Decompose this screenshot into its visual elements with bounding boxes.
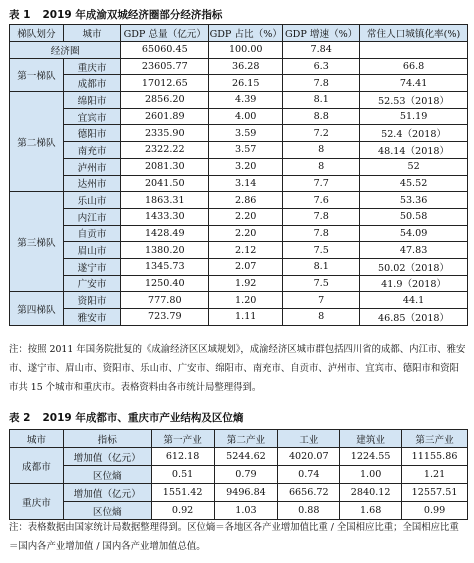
share-cell: 1.11 — [209, 309, 283, 326]
gdp-cell: 2856.20 — [121, 92, 209, 109]
urban-cell: 46.85（2018） — [360, 309, 468, 326]
gdp-cell: 1380.20 — [121, 242, 209, 259]
table2-body — [10, 448, 468, 520]
share-cell: 2.86 — [209, 192, 283, 209]
growth-cell: 8 — [283, 142, 360, 159]
table-row — [10, 158, 468, 175]
table-row — [10, 466, 468, 484]
value-cell: 0.79 — [214, 466, 278, 484]
growth-cell: 7.7 — [283, 175, 360, 192]
value-cell: 0.99 — [402, 502, 468, 520]
growth-cell: 8.1 — [283, 258, 360, 275]
city-cell: 内江市 — [63, 208, 121, 225]
growth-cell: 7.5 — [283, 242, 360, 259]
table-row — [10, 125, 468, 142]
table-row — [10, 42, 468, 59]
gdp-cell: 2081.30 — [121, 158, 209, 175]
value-cell: 1.00 — [340, 466, 402, 484]
tier-cell: 第一梯队 — [10, 58, 64, 91]
table-row — [10, 292, 468, 309]
gdp-cell: 2335.90 — [121, 125, 209, 142]
urban-cell: 44.1 — [360, 292, 468, 309]
table1-header: GDP 增速（%） — [283, 25, 360, 42]
table1-header: GDP 总量（亿元） — [121, 25, 209, 42]
share-cell: 3.20 — [209, 158, 283, 175]
gdp-cell: 777.80 — [121, 292, 209, 309]
urban-cell: 52.4（2018） — [360, 125, 468, 142]
table1-header: 常住人口城镇化率(%) — [360, 25, 468, 42]
urban-cell: 74.41 — [360, 75, 468, 92]
metric-cell: 增加值（亿元） — [63, 484, 151, 502]
table-row — [10, 92, 468, 109]
gdp-cell: 2041.50 — [121, 175, 209, 192]
urban-cell: 51.19 — [360, 108, 468, 125]
table-row — [10, 309, 468, 326]
city-cell: 遂宁市 — [63, 258, 121, 275]
table2-header: 第二产业 — [214, 430, 278, 448]
table-row — [10, 58, 468, 75]
gdp-cell: 17012.65 — [121, 75, 209, 92]
table-row — [10, 75, 468, 92]
table1 — [9, 24, 468, 326]
table1-header: GDP 占比（%） — [209, 25, 283, 42]
value-cell: 2840.12 — [340, 484, 402, 502]
city-cell: 德阳市 — [63, 125, 121, 142]
table2-header-row — [10, 430, 468, 448]
total-label-cell: 经济圈 — [10, 42, 121, 59]
value-cell: 1.68 — [340, 502, 402, 520]
city-cell: 资阳市 — [63, 292, 121, 309]
urban-cell: 50.58 — [360, 208, 468, 225]
city-cell: 成都市 — [63, 75, 121, 92]
table2 — [9, 429, 468, 520]
table-row — [10, 484, 468, 502]
gdp-cell: 2322.22 — [121, 142, 209, 159]
gdp-cell: 65060.45 — [121, 42, 209, 59]
growth-cell: 8.1 — [283, 92, 360, 109]
urban-cell: 54.09 — [360, 225, 468, 242]
value-cell: 6656.72 — [278, 484, 340, 502]
value-cell: 0.51 — [151, 466, 214, 484]
table-row — [10, 225, 468, 242]
share-cell: 1.92 — [209, 275, 283, 292]
gdp-cell: 23605.77 — [121, 58, 209, 75]
growth-cell: 7.84 — [283, 42, 360, 59]
table1-caption — [9, 7, 222, 22]
gdp-cell: 723.79 — [121, 309, 209, 326]
metric-cell: 区位熵 — [63, 502, 151, 520]
table-row — [10, 192, 468, 209]
value-cell: 1551.42 — [151, 484, 214, 502]
city-cell: 南充市 — [63, 142, 121, 159]
table2-header: 城市 — [10, 430, 64, 448]
share-cell: 2.07 — [209, 258, 283, 275]
urban-cell: 66.8 — [360, 58, 468, 75]
growth-cell: 7 — [283, 292, 360, 309]
metric-cell: 增加值（亿元） — [63, 448, 151, 466]
value-cell: 0.88 — [278, 502, 340, 520]
city-cell: 雅安市 — [63, 309, 121, 326]
tier-cell: 第二梯队 — [10, 92, 64, 192]
metric-cell: 区位熵 — [63, 466, 151, 484]
value-cell: 1224.55 — [340, 448, 402, 466]
city-cell: 乐山市 — [63, 192, 121, 209]
share-cell: 3.14 — [209, 175, 283, 192]
urban-cell — [360, 42, 468, 59]
table-row — [10, 142, 468, 159]
table1-header: 城市 — [63, 25, 121, 42]
growth-cell: 6.3 — [283, 58, 360, 75]
value-cell: 0.92 — [151, 502, 214, 520]
table2-title: 2019 年成都市、重庆市产业结构及区位熵 — [42, 412, 244, 424]
urban-cell: 47.83 — [360, 242, 468, 259]
table-row — [10, 108, 468, 125]
gdp-cell: 1863.31 — [121, 192, 209, 209]
value-cell: 11155.86 — [402, 448, 468, 466]
city-cell: 自贡市 — [63, 225, 121, 242]
share-cell: 2.12 — [209, 242, 283, 259]
growth-cell: 7.2 — [283, 125, 360, 142]
city-cell: 宜宾市 — [63, 108, 121, 125]
share-cell: 26.15 — [209, 75, 283, 92]
share-cell: 3.57 — [209, 142, 283, 159]
tier-cell: 第三梯队 — [10, 192, 64, 292]
growth-cell: 7.8 — [283, 225, 360, 242]
value-cell: 9496.84 — [214, 484, 278, 502]
value-cell: 1.03 — [214, 502, 278, 520]
share-cell: 4.00 — [209, 108, 283, 125]
value-cell: 12557.51 — [402, 484, 468, 502]
share-cell: 3.59 — [209, 125, 283, 142]
tier-cell: 第四梯队 — [10, 292, 64, 325]
table1-body — [10, 42, 468, 326]
urban-cell: 50.02（2018） — [360, 258, 468, 275]
urban-cell: 45.52 — [360, 175, 468, 192]
urban-cell: 41.9（2018） — [360, 275, 468, 292]
table1-title: 2019 年成渝双城经济圈部分经济指标 — [42, 9, 223, 21]
table-row — [10, 208, 468, 225]
city-cell: 绵阳市 — [63, 92, 121, 109]
value-cell: 4020.07 — [278, 448, 340, 466]
table1-label: 表 1 — [9, 9, 31, 21]
city-cell: 成都市 — [10, 448, 64, 484]
share-cell: 36.28 — [209, 58, 283, 75]
city-cell: 达州市 — [63, 175, 121, 192]
city-cell: 广安市 — [63, 275, 121, 292]
urban-cell: 53.36 — [360, 192, 468, 209]
table1-header: 梯队划分 — [10, 25, 64, 42]
table1-note: 注：按照 2011 年国务院批复的《成渝经济区区域规划》，成渝经济区城市群包括四川省的成都、内江市、雅安市、遂宁市、眉山市、资阳市、乐山市、广安市、绵阳市、南充市、自贡市、泸州市、宜宾市、德阳市和资阳市共 15 个城市和重庆市。表格资料由各市统计局整理得到。 — [9, 344, 466, 393]
urban-cell: 52 — [360, 158, 468, 175]
table-row — [10, 502, 468, 520]
value-cell: 0.74 — [278, 466, 340, 484]
city-cell: 重庆市 — [10, 484, 64, 520]
gdp-cell: 1345.73 — [121, 258, 209, 275]
share-cell: 2.20 — [209, 208, 283, 225]
table-row — [10, 448, 468, 466]
table1-header-row — [10, 25, 468, 42]
growth-cell: 7.5 — [283, 275, 360, 292]
growth-cell: 8 — [283, 309, 360, 326]
table-row — [10, 275, 468, 292]
share-cell: 1.20 — [209, 292, 283, 309]
growth-cell: 8 — [283, 158, 360, 175]
city-cell: 眉山市 — [63, 242, 121, 259]
value-cell: 1.21 — [402, 466, 468, 484]
table2-label: 表 2 — [9, 412, 31, 424]
city-cell: 泸州市 — [63, 158, 121, 175]
gdp-cell: 1433.30 — [121, 208, 209, 225]
gdp-cell: 1428.49 — [121, 225, 209, 242]
gdp-cell: 1250.40 — [121, 275, 209, 292]
value-cell: 5244.62 — [214, 448, 278, 466]
growth-cell: 7.8 — [283, 75, 360, 92]
table2-header: 第一产业 — [151, 430, 214, 448]
growth-cell: 7.8 — [283, 208, 360, 225]
growth-cell: 8.8 — [283, 108, 360, 125]
city-cell: 重庆市 — [63, 58, 121, 75]
table-row — [10, 175, 468, 192]
urban-cell: 52.53（2018） — [360, 92, 468, 109]
share-cell: 2.20 — [209, 225, 283, 242]
table2-header: 工业 — [278, 430, 340, 448]
share-cell: 4.39 — [209, 92, 283, 109]
gdp-cell: 2601.89 — [121, 108, 209, 125]
value-cell: 612.18 — [151, 448, 214, 466]
table2-header: 指标 — [63, 430, 151, 448]
growth-cell: 7.6 — [283, 192, 360, 209]
table-row — [10, 258, 468, 275]
table2-header: 建筑业 — [340, 430, 402, 448]
urban-cell: 48.14（2018） — [360, 142, 468, 159]
table2-header: 第三产业 — [402, 430, 468, 448]
share-cell: 100.00 — [209, 42, 283, 59]
table2-caption — [9, 410, 243, 425]
table2-note: 注：表格数据由国家统计局数据整理得到。区位熵＝各地区各产业增加值比重 / 全国相应比重；全国相应比重＝国内各产业增加值 / 国内各产业增加值总值。 — [9, 522, 459, 552]
table-row — [10, 242, 468, 259]
